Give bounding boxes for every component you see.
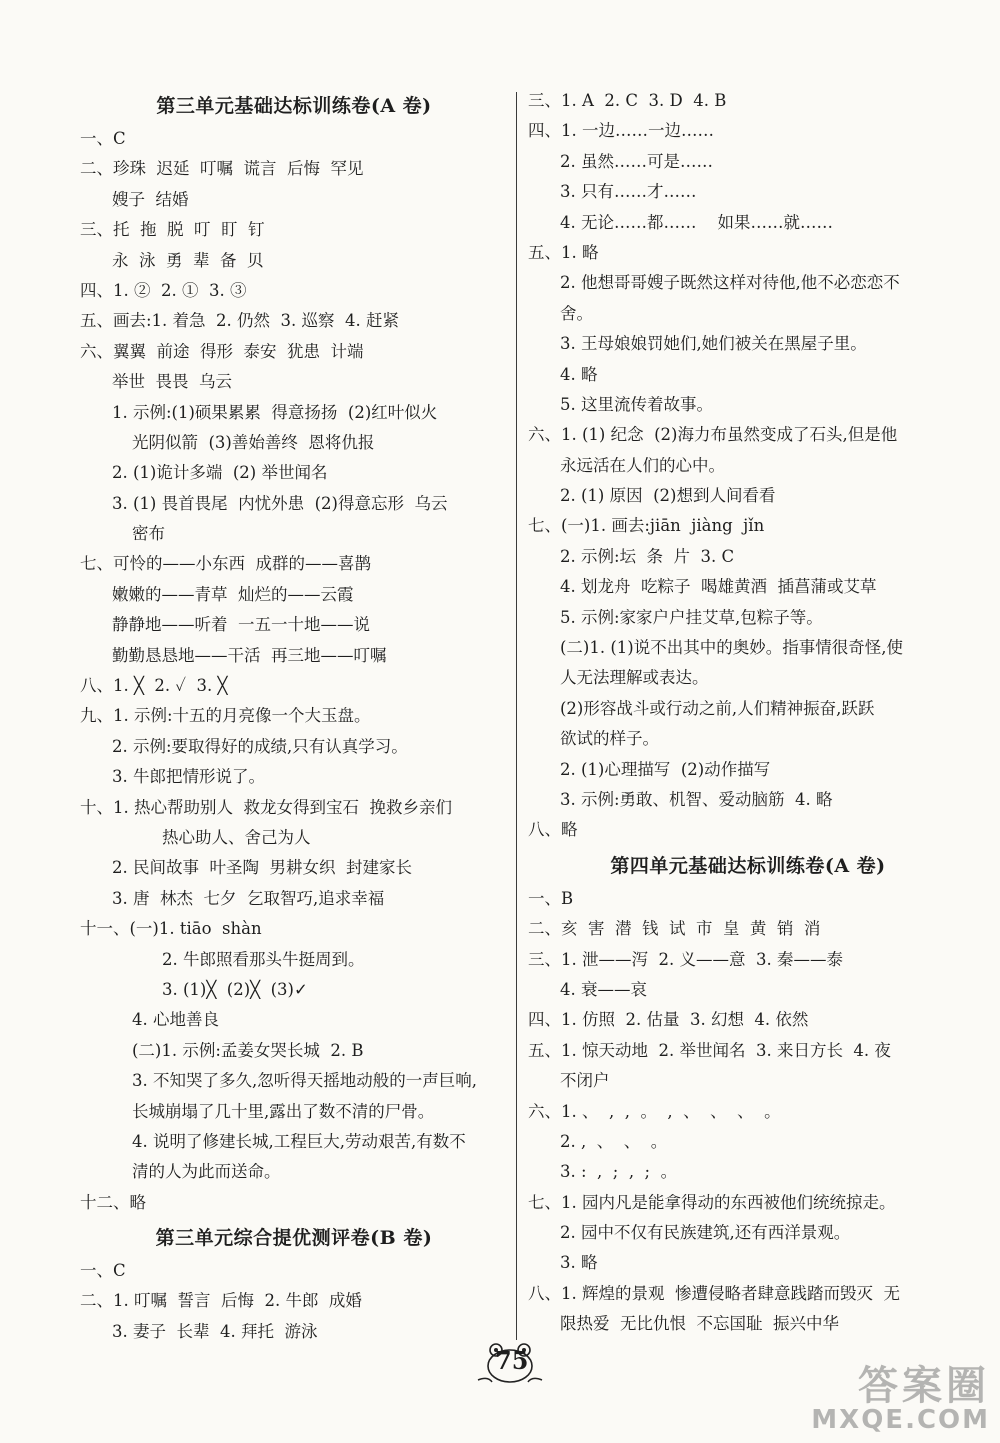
- answer-line: 2. (1) 原因 (2)想到人间看看: [560, 486, 776, 506]
- answer-line: 十、1. 热心帮助别人 救龙女得到宝石 挽救乡亲们: [80, 797, 452, 817]
- answer-line: 5. 示例:家家户户挂艾草,包粽子等。: [560, 607, 823, 627]
- answer-line: 5. 这里流传着故事。: [560, 394, 713, 414]
- section-title: 第四单元基础达标训练卷(A 卷): [610, 854, 886, 877]
- answer-line: 2. 示例:坛 条 片 3. C: [560, 546, 735, 566]
- answer-line: 八、略: [528, 820, 578, 840]
- answer-line: 四、1. 仿照 2. 估量 3. 幻想 4. 依然: [528, 1010, 809, 1030]
- answer-line: 一、C: [80, 1261, 126, 1281]
- answer-line: 4. 划龙舟 吃粽子 喝雄黄酒 插菖蒲或艾草: [560, 577, 877, 597]
- answer-line: 1. 示例:(1)硕果累累 得意扬扬 (2)红叶似火: [112, 402, 438, 422]
- answer-line: 四、1. ② 2. ① 3. ③: [80, 280, 247, 300]
- answer-line: 二、亥 害 潜 钱 试 市 皇 黄 销 消: [528, 919, 821, 939]
- answer-line: 二、1. 叮嘱 誓言 后悔 2. 牛郎 成婚: [80, 1291, 362, 1311]
- answer-line: 3. (1) 畏首畏尾 内忧外患 (2)得意忘形 乌云: [112, 493, 448, 513]
- answer-line: 3. 妻子 长辈 4. 拜托 游泳: [112, 1321, 318, 1341]
- answer-line: 3. 略: [560, 1253, 598, 1273]
- answer-line: 清的人为此而送命。: [132, 1162, 281, 1182]
- answer-line: 五、1. 略: [528, 242, 599, 262]
- answer-line: 2. (1)心理描写 (2)动作描写: [560, 759, 771, 779]
- answer-line: 七、1. 园内凡是能拿得动的东西被他们统统掠走。: [528, 1192, 896, 1212]
- answer-line: 4. 无论……都…… 如果……就……: [560, 212, 833, 232]
- answer-line: 二、珍珠 迟延 叮嘱 谎言 后悔 罕见: [80, 159, 364, 179]
- answer-line: 三、1. 泄——泻 2. 义——意 3. 秦——泰: [528, 949, 843, 969]
- answer-line: 3. 唐 林杰 七夕 乞取智巧,追求幸福: [112, 888, 385, 908]
- answer-line: 三、1. A 2. C 3. D 4. B: [528, 91, 727, 110]
- answer-line: 3. 王母娘娘罚她们,她们被关在黑屋子里。: [560, 334, 867, 354]
- watermark-title: 答案圈: [858, 1363, 990, 1409]
- answer-line: 光阴似箭 (3)善始善终 恩将仇报: [132, 432, 375, 452]
- page-footer: [470, 1340, 550, 1388]
- section-title: 第三单元基础达标训练卷(A 卷): [156, 95, 432, 117]
- answer-line: 八、1. ╳ 2. ✓ 3. ╳: [80, 676, 228, 696]
- answer-line: 2. 园中不仅有民族建筑,还有西洋景观。: [560, 1223, 851, 1243]
- answer-line: 十二、略: [80, 1192, 146, 1212]
- answer-line: 2. 虽然……可是……: [560, 151, 713, 171]
- answer-line: 一、B: [528, 888, 574, 908]
- answer-line: 永 泳 勇 辈 备 贝: [112, 250, 264, 270]
- answer-line: 4. 说明了修建长城,工程巨大,劳动艰苦,有数不: [132, 1131, 466, 1151]
- answer-line: 一、C: [80, 129, 126, 148]
- answer-line: 舍。: [560, 303, 593, 323]
- answer-line: 七、可怜的——小东西 成群的——喜鹊: [80, 554, 371, 574]
- answer-line: 十一、(一)1. tiāo shàn: [80, 919, 262, 939]
- answer-line: 热心助人、舍己为人: [162, 827, 311, 847]
- answer-line: 2. (1)诡计多端 (2) 举世闻名: [112, 463, 328, 483]
- answer-line: 4. 心地善良: [132, 1010, 219, 1030]
- answer-line: 长城崩塌了几十里,露出了数不清的尸骨。: [132, 1101, 435, 1121]
- answer-line: 2. 示例:要取得好的成绩,只有认真学习。: [112, 736, 408, 756]
- answer-line: 嫂子 结婚: [112, 189, 189, 209]
- column-divider: [516, 92, 517, 1340]
- watermark-logo: [811, 1354, 990, 1435]
- answer-line: 2. 牛郎照看那头牛挺周到。: [162, 949, 365, 969]
- answer-line: 3. 示例:勇敢、机智、爱动脑筋 4. 略: [560, 789, 833, 809]
- answer-line: 3. (1)╳ (2)╳ (3)✓: [162, 979, 308, 999]
- answer-line: 五、1. 惊天动地 2. 举世闻名 3. 来日方长 4. 夜: [528, 1040, 891, 1060]
- left-column: [80, 86, 508, 1347]
- answer-line: 4. 衰——哀: [560, 979, 647, 999]
- answer-line: 2. 他想哥哥嫂子既然这样对待他,他不必恋恋不: [560, 273, 900, 293]
- section-title: 第三单元综合提优测评卷(B 卷): [155, 1227, 433, 1250]
- answer-line: 永远活在人们的心中。: [560, 455, 725, 475]
- answer-line: 三、托 拖 脱 叮 盯 钉: [80, 220, 265, 240]
- answer-line: 六、翼翼 前途 得形 泰安 犹患 计端: [80, 341, 364, 361]
- answer-line: 勤勤恳恳地——干活 再三地——叮嘱: [112, 645, 387, 665]
- answer-line: (2)形容战斗或行动之前,人们精神振奋,跃跃: [560, 698, 875, 718]
- answer-line: 4. 略: [560, 364, 598, 384]
- answer-line: (二)1. 示例:孟姜女哭长城 2. B: [132, 1040, 364, 1060]
- page-number: 75: [495, 1346, 529, 1375]
- answer-line: 3. 不知哭了多久,忽听得天摇地动般的一声巨响,: [132, 1071, 477, 1091]
- answer-line: 2. , 、 、 。: [560, 1131, 668, 1151]
- answer-line: 2. 民间故事 叶圣陶 男耕女织 封建家长: [112, 858, 412, 878]
- answer-line: 3. 只有……才……: [560, 182, 697, 202]
- answer-line: 3. 牛郎把情形说了。: [112, 767, 265, 787]
- answer-line: 密布: [132, 524, 165, 544]
- answer-line: 举世 畏畏 乌云: [112, 372, 232, 392]
- answer-line: 七、(一)1. 画去:jiān jiàng jǐn: [528, 516, 765, 536]
- answer-line: 嫩嫩的——青草 灿烂的——云霞: [112, 584, 354, 604]
- answer-line: 3. : , ; , ; 。: [560, 1162, 678, 1182]
- right-column: [528, 86, 968, 1340]
- answer-line: 静静地——听着 一五一十地——说: [112, 615, 370, 635]
- answer-line: 六、1. (1) 纪念 (2)海力布虽然变成了石头,但是他: [528, 425, 898, 445]
- answer-line: 不闭户: [560, 1071, 610, 1091]
- answer-line: 九、1. 示例:十五的月亮像一个大玉盘。: [80, 706, 371, 726]
- answer-line: 限热爱 无比仇恨 不忘国耻 振兴中华: [560, 1314, 839, 1334]
- answer-line: 人无法理解或表达。: [560, 668, 709, 688]
- answer-line: (二)1. (1)说不出其中的奥妙。指事情很奇怪,使: [560, 638, 903, 658]
- watermark-url: MXQE.COM: [811, 1405, 990, 1435]
- answer-line: 五、画去:1. 着急 2. 仍然 3. 巡察 4. 赶紧: [80, 311, 399, 331]
- answer-line: 欲试的样子。: [560, 729, 659, 749]
- answer-line: 四、1. 一边……一边……: [528, 121, 714, 141]
- answer-line: 六、1. 、 , , 。 , 、 、 、 。: [528, 1101, 781, 1121]
- answer-line: 八、1. 辉煌的景观 惨遭侵略者肆意践踏而毁灭 无: [528, 1283, 900, 1303]
